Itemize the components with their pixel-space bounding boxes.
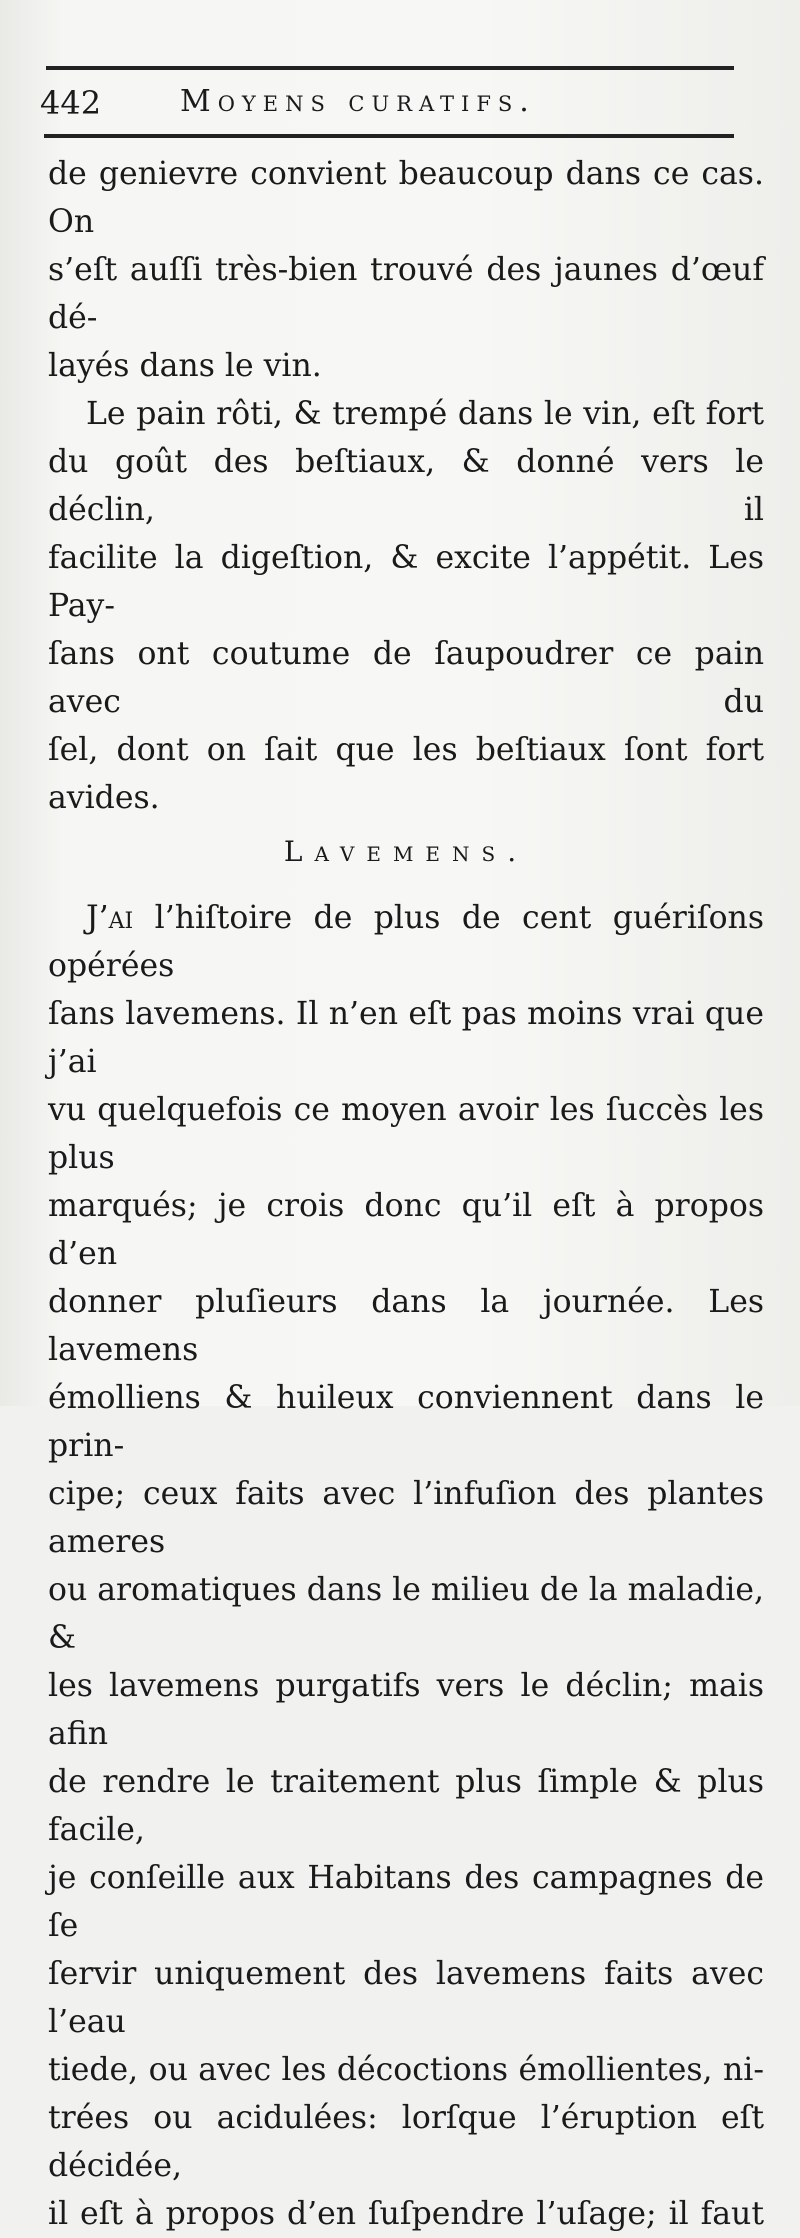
text-line: marqués; je crois donc qu’il eſt à propos d’en (48, 1188, 764, 1272)
paragraph-2 (48, 390, 764, 822)
text-line: tiede, ou avec les décoctions émollientes, ni- (48, 2052, 764, 2088)
head-rule (44, 134, 734, 138)
text-line: layés dans le vin. (48, 348, 322, 384)
text-line: de rendre le traitement plus ſimple & plus facile, (48, 1764, 764, 1848)
text-line: Le pain rôti, & trempé dans le vin, eſt fort (86, 396, 764, 432)
text-line: donner pluſieurs dans la journée. Les lavemens (48, 1284, 764, 1368)
text-line: ſel, dont on ſait que les beſtiaux ſont fort (48, 732, 764, 768)
top-rule (46, 66, 734, 70)
text-line: ou aromatiques dans le milieu de la maladie, & (48, 1572, 764, 1656)
paragraph-1 (48, 150, 764, 390)
text-line: ſans ont coutume de ſaupoudrer ce pain avec du (48, 636, 764, 720)
body-text (48, 150, 764, 2238)
text-line-rest: l’hiſtoire de plus de cent guériſons opérées (48, 900, 764, 984)
text-line: il eſt à propos d’en ſuſpendre l’uſage; il faut (48, 2196, 764, 2232)
text-line: avides. (48, 780, 160, 816)
lead-word: J’ai (86, 900, 134, 936)
running-head-title: Moyens curatifs. (180, 84, 536, 119)
text-line: émolliens & huileux conviennent dans le prin- (48, 1380, 764, 1464)
text-line: je conſeille aux Habitans des campagnes de ſe (48, 1860, 764, 1944)
text-line: de genievre convient beaucoup dans ce cas. On (48, 156, 764, 240)
text-line: s’eſt auſſi très-bien trouvé des jaunes d’œuf dé- (48, 252, 764, 336)
text-line: ſervir uniquement des lavemens faits avec l’eau (48, 1956, 764, 2040)
page-number: 442 (40, 84, 102, 122)
section-title: Lavemens. (283, 835, 529, 868)
text-line: facilite la digeſtion, & excite l’appétit. Les Pay- (48, 540, 764, 624)
text-line: cipe; ceux faits avec l’infuſion des plantes ameres (48, 1476, 764, 1560)
text-line: ſans lavemens. Il n’en eſt pas moins vrai que j’ai (48, 996, 764, 1080)
running-head (40, 78, 740, 128)
text-line: trées ou acidulées: lorſque l’éruption eſt décidée, (48, 2100, 764, 2184)
text-line: vu quelquefois ce moyen avoir les ſuccès les plus (48, 1092, 764, 1176)
text-line: du goût des beſtiaux, & donné vers le déclin, il (48, 444, 764, 528)
text-line: les lavemens purgatifs vers le déclin; mais afin (48, 1668, 764, 1752)
text-line (48, 894, 764, 990)
paragraph-3 (48, 894, 764, 2238)
